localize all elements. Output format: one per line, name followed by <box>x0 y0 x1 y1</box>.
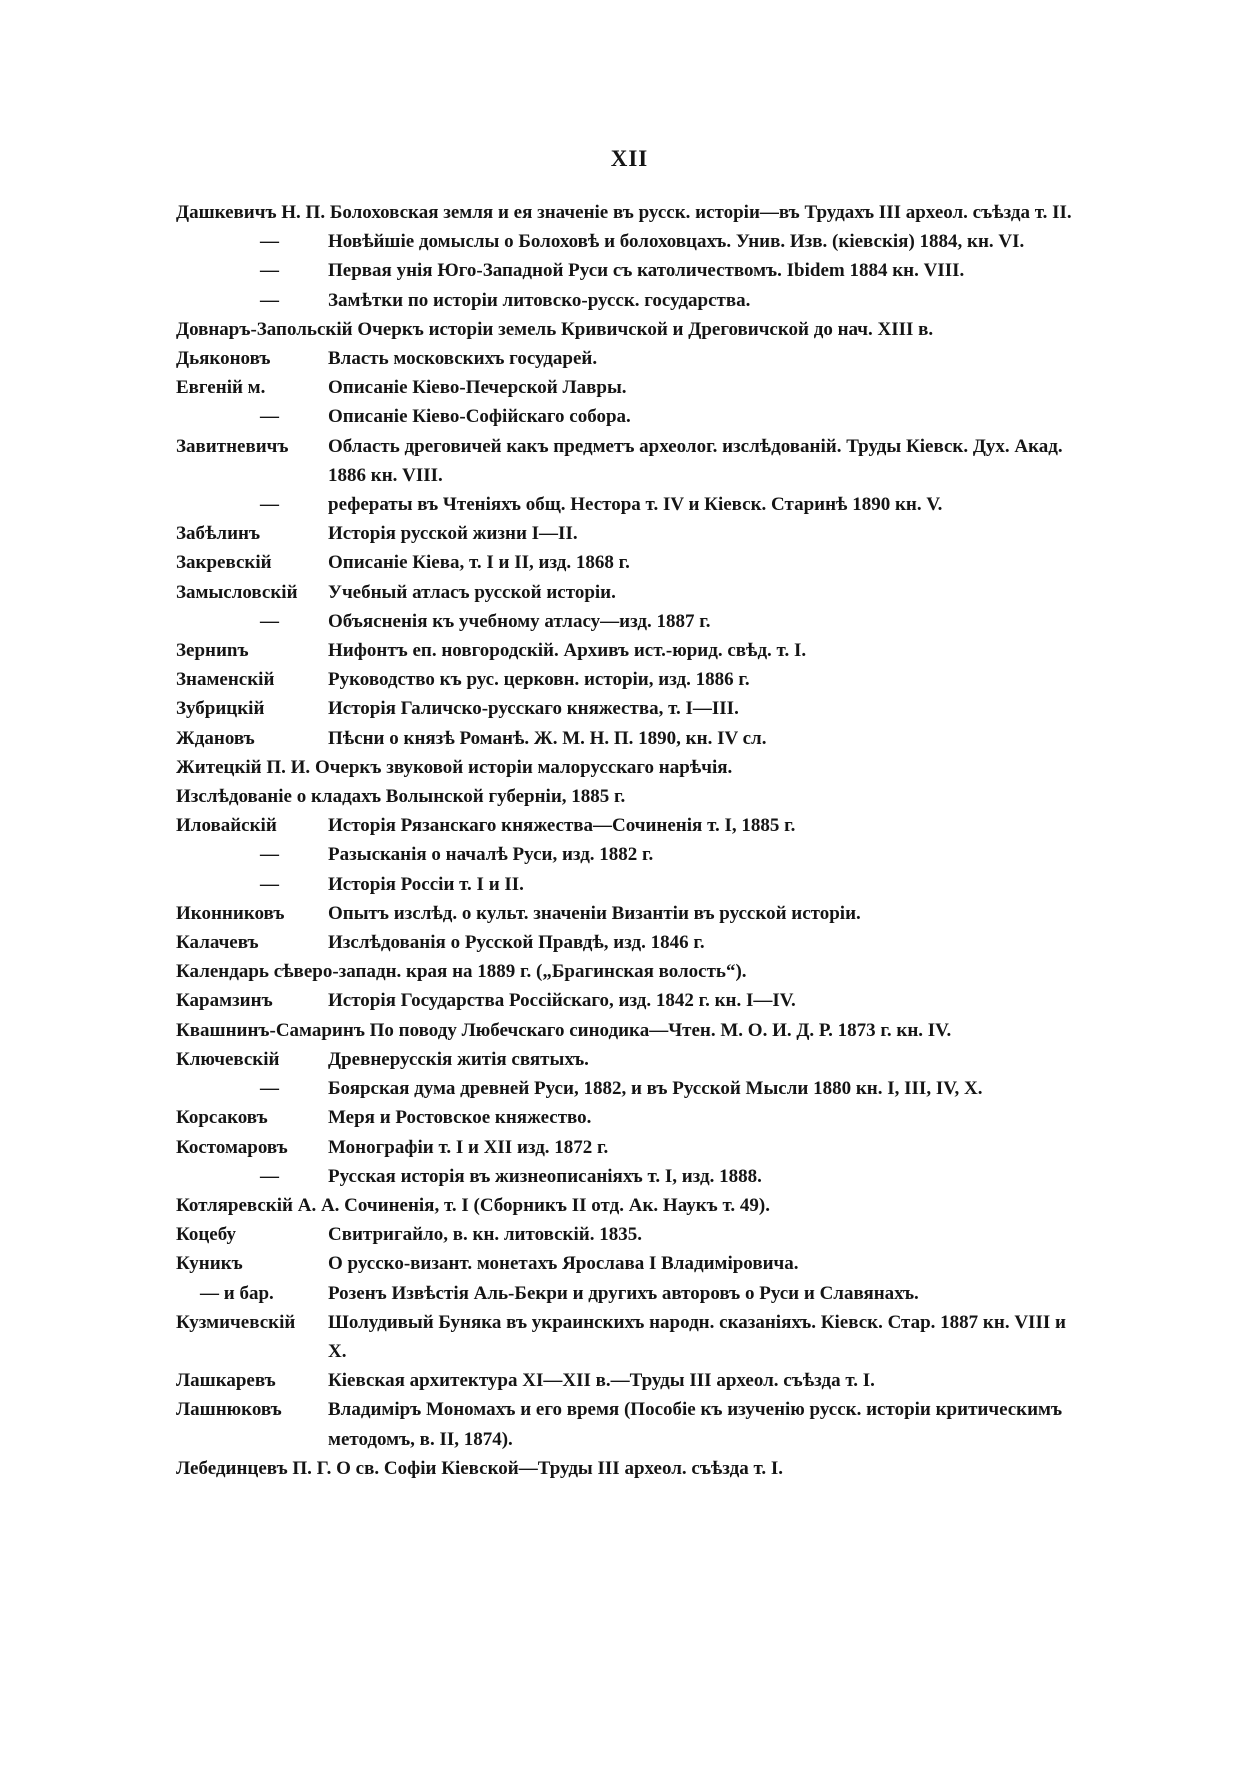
entry-title: Объясненія къ учебному атласу—изд. 1887 г. <box>328 610 711 632</box>
list-item <box>176 1074 1076 1103</box>
list-item <box>176 256 1076 285</box>
entry-title: По поводу Любечскаго синодика—Чтен. М. О. И. Д. Р. 1873 г. кн. IV. <box>369 1019 952 1041</box>
entry-author: Знаменскій <box>176 669 275 691</box>
entry-title: Шолудивый Буняка въ украинскихъ народн. сказаніяхъ. Кіевск. Стар. 1887 кн. VIII и X. <box>328 1311 1066 1362</box>
list-item <box>176 636 1076 665</box>
entry-author: Костомаровъ <box>176 1136 288 1158</box>
list-item <box>176 578 1076 607</box>
entry-author: — <box>260 289 279 311</box>
list-item <box>176 1366 1076 1395</box>
entry-title: Болоховская земля и ея значеніе въ русск. исторіи—въ Трудахъ III археол. съѣзда т. II. <box>329 202 1072 223</box>
list-item <box>176 490 1076 519</box>
entry-author: Житецкій П. И. <box>176 756 311 778</box>
entry-author: Кузмичевскій <box>176 1311 296 1333</box>
entry-author: Зубрицкій <box>176 698 265 720</box>
entry-author: Коцебу <box>176 1224 236 1246</box>
entry-title: Учебный атласъ русской исторіи. <box>328 581 616 603</box>
entry-author: Корсаковъ <box>176 1107 268 1129</box>
list-item <box>176 432 1076 490</box>
entry-title: О св. Софіи Кіевской—Труды III археол. съѣзда т. I. <box>336 1457 783 1479</box>
entry-title: рефераты въ Чтеніяхъ общ. Нестора т. IV и Кіевск. Старинѣ 1890 кн. V. <box>328 494 943 516</box>
entry-title: О русско-визант. монетахъ Ярослава I Владиміровича. <box>328 1253 799 1275</box>
entry-title: Исторія Галичско-русскаго княжества, т. I—III. <box>328 698 739 720</box>
entry-author: Довнаръ-Запольскій <box>176 318 353 340</box>
entry-author: Календарь <box>176 961 269 983</box>
entry-author: Замысловскій <box>176 581 298 603</box>
list-item <box>176 1045 1076 1074</box>
entry-author: Забѣлинъ <box>176 523 261 545</box>
list-item <box>176 373 1076 402</box>
entry-author: Завитневичъ <box>176 435 289 457</box>
entry-title: Сочиненія, т. I (Сборникъ II отд. Ак. Наукъ т. 49). <box>344 1194 770 1216</box>
list-item <box>176 1191 1076 1220</box>
entry-title: Изслѣдованія о Русской Правдѣ, изд. 1846 г. <box>328 932 705 954</box>
entry-title: Древнерусскія житія святыхъ. <box>328 1048 589 1070</box>
entry-author: Иловайскій <box>176 815 277 837</box>
list-item <box>176 928 1076 957</box>
list-item <box>176 1162 1076 1191</box>
entry-author: Ключевскій <box>176 1048 280 1070</box>
entry-title: Кіевская архитектура XI—XII в.—Труды III археол. съѣзда т. I. <box>328 1370 875 1392</box>
list-item <box>176 198 1076 227</box>
entry-author: — <box>260 406 279 428</box>
entry-title: Руководство къ рус. церковн. исторіи, изд. 1886 г. <box>328 669 750 691</box>
entry-title: Новѣйшіе домыслы о Болоховѣ и болоховцахъ. Унив. Изв. (кіевскія) 1884, кн. VI. <box>328 231 1025 253</box>
entry-title: Монографіи т. I и XII изд. 1872 г. <box>328 1136 609 1158</box>
list-item <box>176 315 1076 344</box>
list-item <box>176 548 1076 577</box>
list-item <box>176 1395 1076 1453</box>
entry-author: — <box>260 844 279 866</box>
entry-title: Владиміръ Мономахъ и его время (Пособіе къ изученію русск. исторіи критическимъ методомъ, в. II, 1874). <box>328 1399 1063 1450</box>
entry-author: — <box>260 231 279 253</box>
entry-title: Власть московскихъ государей. <box>328 348 598 370</box>
list-item <box>176 899 1076 928</box>
entry-author: — <box>260 494 279 516</box>
entry-author: — <box>260 873 279 895</box>
entry-title: Описаніе Кіева, т. I и II, изд. 1868 г. <box>328 552 630 574</box>
entry-author: Зерниnъ <box>176 640 249 662</box>
entry-author: Куникъ <box>176 1253 243 1275</box>
entry-author: Закревскій <box>176 552 272 574</box>
list-item <box>176 402 1076 431</box>
entry-author: Иконниковъ <box>176 902 285 924</box>
list-item <box>176 782 1076 811</box>
entry-title: Розенъ Извѣстія Аль-Бекри и другихъ авторовъ о Руси и Славянахъ. <box>328 1282 919 1304</box>
entry-title: Очеркъ звуковой исторіи малорусскаго нарѣчія. <box>314 756 733 778</box>
list-item <box>176 519 1076 548</box>
list-item <box>176 811 1076 840</box>
entry-author: Лашнюковъ <box>176 1399 282 1421</box>
entry-title: Исторія Рязанскаго княжества—Сочиненія т. I, 1885 г. <box>328 815 796 837</box>
entry-author: — <box>260 260 279 282</box>
list-item <box>176 1249 1076 1278</box>
list-item <box>176 1220 1076 1249</box>
entry-title: Русская исторія въ жизнеописаніяхъ т. I, изд. 1888. <box>328 1165 762 1187</box>
list-item <box>176 986 1076 1015</box>
list-item <box>176 724 1076 753</box>
entry-author: — <box>260 1078 279 1100</box>
list-item <box>176 1016 1076 1045</box>
list-item <box>176 227 1076 256</box>
entry-author: Евгеній м. <box>176 377 266 399</box>
list-item <box>176 607 1076 636</box>
entry-author: Карамзинъ <box>176 990 273 1012</box>
list-item <box>176 1279 1076 1308</box>
entry-title: о кладахъ Волынской губерніи, 1885 г. <box>296 786 626 808</box>
entry-author: Ждановъ <box>176 727 255 749</box>
list-item <box>176 694 1076 723</box>
page-number: XII <box>610 146 649 171</box>
entry-title: Очеркъ исторіи земель Кривичской и Дреговичской до нач. XIII в. <box>357 318 934 340</box>
list-item <box>176 1133 1076 1162</box>
entry-title: Меря и Ростовское княжество. <box>328 1107 592 1129</box>
entry-title: Пѣсни о князѣ Романѣ. Ж. М. Н. П. 1890, кн. IV сл. <box>328 727 767 749</box>
entry-title: Исторія русской жизни I—II. <box>328 523 578 545</box>
entry-title: Исторія Россіи т. I и II. <box>328 873 524 895</box>
list-item <box>176 344 1076 373</box>
entry-title: Замѣтки по исторіи литовско-русск. государства. <box>328 289 751 311</box>
entry-author: — <box>260 610 279 632</box>
entry-author: Котляревскій А. А. <box>176 1194 340 1216</box>
entry-author: — и бар. <box>200 1282 274 1304</box>
entry-author: Лебединцевъ П. Г. <box>176 1457 332 1479</box>
entry-author: — <box>260 1165 279 1187</box>
entry-author: Квашнинъ-Самаринъ <box>176 1019 365 1041</box>
list-item <box>176 753 1076 782</box>
bibliography-list <box>176 198 1076 1483</box>
list-item <box>176 957 1076 986</box>
entry-title: Описаніе Кіево-Печерской Лавры. <box>328 377 627 399</box>
entry-author: Изслѣдованіе <box>176 786 292 808</box>
entry-title: Разысканія о началѣ Руси, изд. 1882 г. <box>328 844 654 866</box>
entry-title: Опытъ изслѣд. о культ. значеніи Византіи въ русской исторіи. <box>328 902 861 924</box>
entry-title: Исторія Государства Россійскаго, изд. 1842 г. кн. I—IV. <box>328 990 796 1012</box>
entry-author: Дьяконовъ <box>176 348 271 370</box>
list-item <box>176 870 1076 899</box>
list-item <box>176 840 1076 869</box>
entry-title: Боярская дума древней Руси, 1882, и въ Русской Мысли 1880 кн. I, III, IV, X. <box>328 1078 983 1100</box>
entry-title: Нифонтъ еп. новгородскій. Архивъ ист.-юрид. свѣд. т. I. <box>328 640 807 662</box>
entry-title: Свитригайло, в. кн. литовскій. 1835. <box>328 1224 642 1246</box>
list-item <box>176 1454 1076 1483</box>
entry-title: Описаніе Кіево-Софійскаго собора. <box>328 406 631 428</box>
entry-title: Первая унія Юго-Западной Руси съ католичествомъ. Ibidem 1884 кн. VIII. <box>328 260 965 282</box>
entry-author: Калачевъ <box>176 932 259 954</box>
list-item <box>176 286 1076 315</box>
list-item <box>176 1308 1076 1366</box>
entry-author: Лашкаревъ <box>176 1370 276 1392</box>
entry-title: Область дреговичей какъ предметъ археолог. изслѣдованій. Труды Кіевск. Дух. Акад. 1886 кн. VIII. <box>328 435 1063 486</box>
entry-author: Дашкевичъ Н. П. <box>176 202 326 223</box>
entry-title: сѣверо-западн. края на 1889 г. („Брагинская волость“). <box>273 961 747 983</box>
list-item <box>176 1103 1076 1132</box>
list-item <box>176 665 1076 694</box>
